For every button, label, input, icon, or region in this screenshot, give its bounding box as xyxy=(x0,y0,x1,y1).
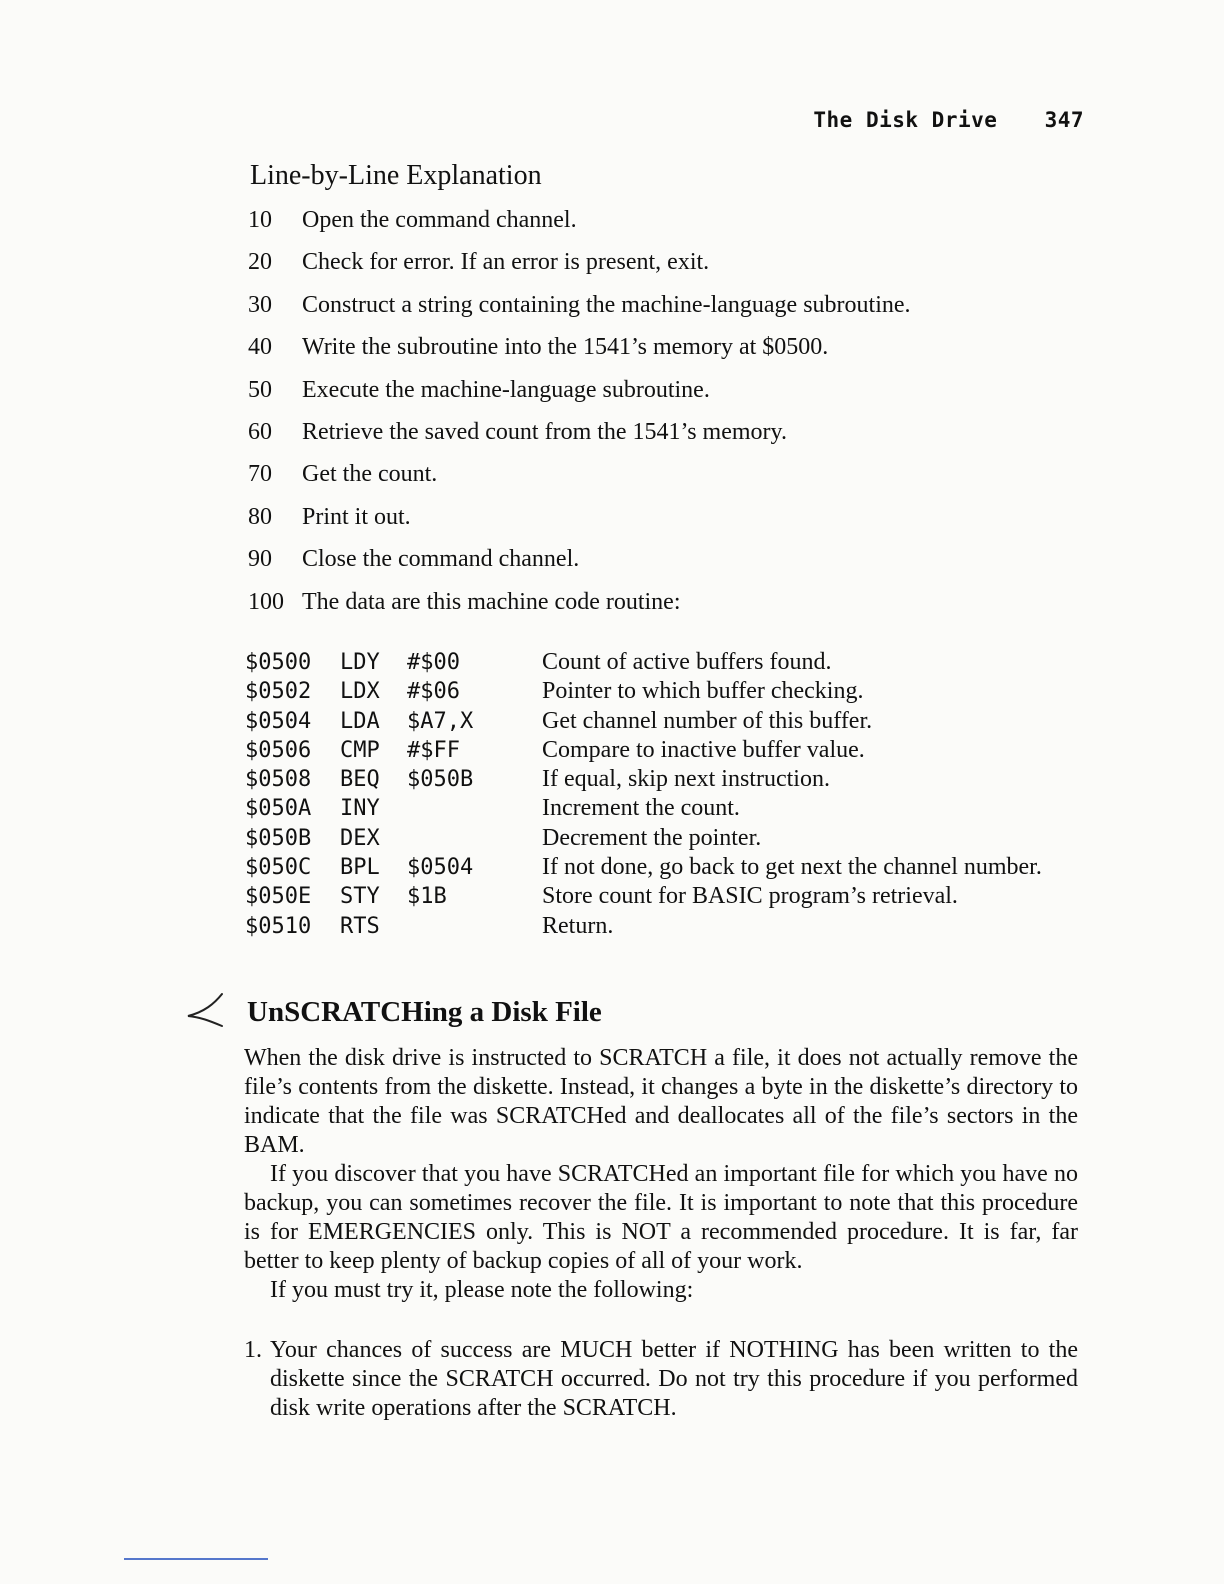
code-operand: $1B xyxy=(407,884,447,910)
code-operand: #$FF xyxy=(407,737,460,763)
code-line xyxy=(245,912,1045,941)
line-number: 80 xyxy=(248,503,272,530)
code-address: $050A xyxy=(245,796,312,822)
line-number: 70 xyxy=(248,461,272,488)
line-number: 50 xyxy=(248,376,272,403)
line-text: Retrieve the saved count from the 1541’s memory. xyxy=(302,418,787,445)
code-opcode: RTS xyxy=(340,913,380,939)
explanation-row xyxy=(248,587,1028,629)
paragraph: When the disk drive is instructed to SCRATCH a file, it does not actually remove the file’s contents from the diskette. Instead, it changes a byte in the diskette’s directory to indicate that the file was SCRATCHed and deallocates all of the file’s sectors in the BAM. xyxy=(244,1045,1078,1158)
code-address: $0506 xyxy=(245,737,312,763)
line-number: 20 xyxy=(248,249,272,276)
code-line xyxy=(245,648,1045,677)
header-title: The Disk Drive xyxy=(813,108,998,132)
line-text: Print it out. xyxy=(302,503,411,530)
code-address: $050C xyxy=(245,855,312,881)
code-address: $050B xyxy=(245,825,312,851)
line-text: Open the command channel. xyxy=(302,207,577,233)
list-item xyxy=(244,1336,1078,1423)
handwritten-check-mark xyxy=(186,990,228,1028)
explanation-row xyxy=(248,247,1028,289)
code-comment: Compare to inactive buffer value. xyxy=(542,736,865,763)
section-heading: UnSCRATCHing a Disk File xyxy=(247,996,602,1028)
paragraph: If you must try it, please note the following: xyxy=(270,1277,694,1303)
code-opcode: BPL xyxy=(340,855,380,881)
line-number: 100 xyxy=(248,588,284,615)
code-line xyxy=(245,882,1045,911)
explanation-row xyxy=(248,332,1028,374)
code-comment: Pointer to which buffer checking. xyxy=(542,678,864,705)
numbered-list xyxy=(244,1336,1078,1423)
code-operand: #$06 xyxy=(407,679,460,705)
explanation-row xyxy=(248,375,1028,417)
explanation-row xyxy=(248,544,1028,586)
line-text: Construct a string containing the machine-language subroutine. xyxy=(302,291,911,318)
code-comment: Decrement the pointer. xyxy=(542,824,762,851)
code-address: $0508 xyxy=(245,767,312,793)
line-number: 60 xyxy=(248,418,272,445)
code-comment: If not done, go back to get next the channel number. xyxy=(542,854,1042,881)
paragraph: If you discover that you have SCRATCHed an important file for which you have no backup, you can sometimes recover the file. It is important to note that this procedure is for EMERGENCIES only. This is NOT a recommended procedure. It is far, far better to keep plenty of backup copies of all of your work. xyxy=(244,1161,1078,1274)
line-number: 30 xyxy=(248,291,272,318)
code-line xyxy=(245,707,1045,736)
explanation-row xyxy=(248,459,1028,501)
code-line xyxy=(245,736,1045,765)
explanation-row xyxy=(248,205,1028,247)
list-item-number: 1. xyxy=(244,1337,262,1363)
code-operand xyxy=(407,912,542,941)
code-opcode: CMP xyxy=(340,737,380,763)
line-text: Write the subroutine into the 1541’s memory at $0500. xyxy=(302,334,829,361)
code-opcode: LDX xyxy=(340,679,380,705)
code-opcode: DEX xyxy=(340,825,380,851)
explanation-row xyxy=(248,502,1028,544)
bottom-rule xyxy=(124,1558,268,1560)
code-line xyxy=(245,824,1045,853)
code-operand: $050B xyxy=(407,767,474,793)
line-text: The data are this machine code routine: xyxy=(302,588,681,615)
body-paragraphs xyxy=(244,1044,1078,1305)
code-line xyxy=(245,677,1045,706)
code-opcode: INY xyxy=(340,796,380,822)
section-title: Line-by-Line Explanation xyxy=(250,160,542,191)
page-number: 347 xyxy=(1044,108,1084,132)
explanation-row xyxy=(248,290,1028,332)
code-opcode: BEQ xyxy=(340,767,380,793)
code-comment: Count of active buffers found. xyxy=(542,649,832,675)
running-header xyxy=(813,108,1084,132)
assembly-listing xyxy=(245,648,1045,941)
code-address: $0510 xyxy=(245,913,312,939)
list-item-text: Your chances of success are MUCH better if NOTHING has been written to the diskette since the SCRATCH occurred. Do not try this procedure if you performed disk write operations after the SCRATCH. xyxy=(270,1337,1078,1421)
code-operand xyxy=(407,794,542,823)
code-opcode: STY xyxy=(340,884,380,910)
explanation-row xyxy=(248,417,1028,459)
code-opcode: LDA xyxy=(340,708,380,734)
line-text: Execute the machine-language subroutine. xyxy=(302,376,710,403)
code-operand xyxy=(407,824,542,853)
line-number: 10 xyxy=(248,207,272,233)
code-operand: $A7,X xyxy=(407,708,474,734)
code-line xyxy=(245,853,1045,882)
line-text: Get the count. xyxy=(302,461,438,488)
code-address: $0502 xyxy=(245,679,312,705)
line-number: 40 xyxy=(248,334,272,361)
code-comment: If equal, skip next instruction. xyxy=(542,766,830,793)
code-address: $0500 xyxy=(245,650,312,675)
code-operand: #$00 xyxy=(407,650,460,675)
code-comment: Store count for BASIC program’s retrieval. xyxy=(542,883,958,910)
line-number: 90 xyxy=(248,546,272,573)
code-address: $050E xyxy=(245,884,312,910)
code-line xyxy=(245,794,1045,823)
code-operand: $0504 xyxy=(407,855,474,881)
code-comment: Increment the count. xyxy=(542,795,740,822)
code-comment: Return. xyxy=(542,912,614,939)
line-text: Check for error. If an error is present, exit. xyxy=(302,249,710,276)
line-text: Close the command channel. xyxy=(302,546,580,573)
code-address: $0504 xyxy=(245,708,312,734)
code-line xyxy=(245,765,1045,794)
line-explanations xyxy=(248,205,1028,629)
code-comment: Get channel number of this buffer. xyxy=(542,707,873,734)
code-opcode: LDY xyxy=(340,650,380,675)
